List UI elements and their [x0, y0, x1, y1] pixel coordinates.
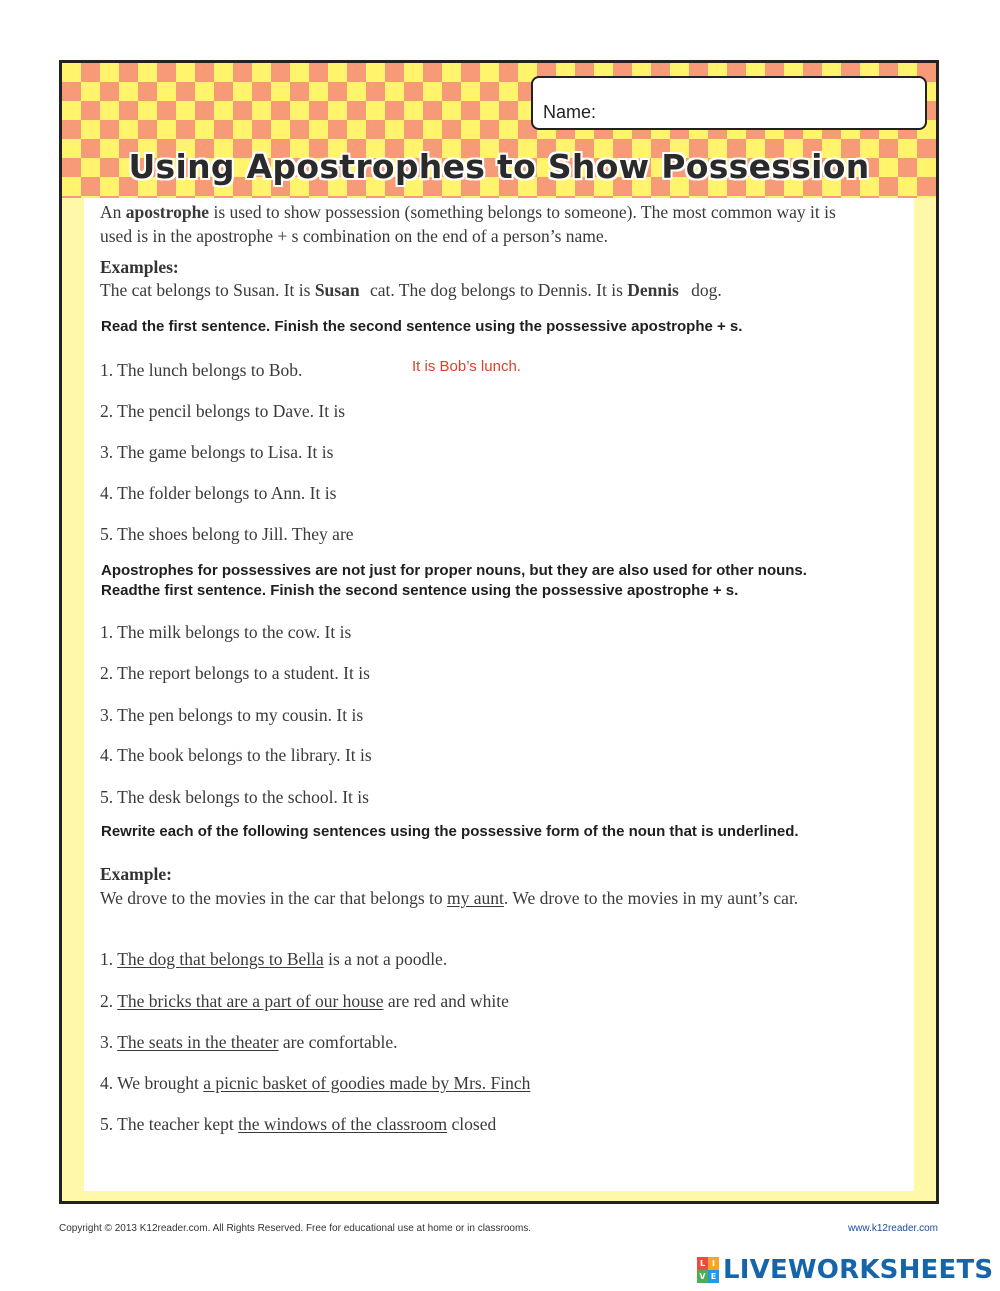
- section1-answer-1[interactable]: It is Bob’s lunch.: [412, 358, 521, 375]
- example-sentence: We drove to the movies in the car that belongs to my aunt. We drove to the movies in my aunt’s car.: [100, 888, 799, 908]
- section2-item: 2. The report belongs to a student. It is: [100, 663, 370, 683]
- intro-line-2: used is in the apostrophe + s combination on the end of a person’s name.: [100, 226, 609, 246]
- name-label: Name:: [543, 102, 597, 122]
- section2-item: 1. The milk belongs to the cow. It is: [100, 622, 352, 642]
- example-heading: Example:: [100, 864, 172, 884]
- liveworksheets-wordmark: LIVEWORKSHEETS: [723, 1255, 994, 1285]
- section1-item: 4. The folder belongs to Ann. It is: [100, 483, 337, 503]
- website-link[interactable]: www.k12reader.com: [847, 1223, 938, 1234]
- section2-instruction-line-2: Readthe first sentence. Finish the second sentence using the possessive apostrophe + s.: [101, 582, 739, 599]
- intro-line-1: An apostrophe is used to show possession (something belongs to someone). The most common way it is: [100, 202, 836, 222]
- apostrophe-term: apostrophe: [125, 202, 210, 222]
- section3-item: 5. The teacher kept the windows of the classroom closed: [100, 1114, 497, 1134]
- section2-item: 3. The pen belongs to my cousin. It is: [100, 705, 364, 725]
- section3-item: 3. The seats in the theater are comfortable.: [100, 1032, 398, 1052]
- section3-item: 4. We brought a picnic basket of goodies made by Mrs. Finch: [100, 1073, 531, 1093]
- section3-item: 2. The bricks that are a part of our house are red and white: [100, 991, 509, 1011]
- section3-instruction: Rewrite each of the following sentences using the possessive form of the noun that is underlined.: [101, 823, 799, 840]
- section1-item: 3. The game belongs to Lisa. It is: [100, 442, 334, 462]
- section3-item: 1. The dog that belongs to Bella is a not a poodle.: [100, 949, 448, 969]
- section1-instruction: Read the first sentence. Finish the second sentence using the possessive apostrophe + s.: [101, 318, 743, 335]
- section2-item: 5. The desk belongs to the school. It is: [100, 787, 369, 807]
- liveworksheets-logo[interactable]: [697, 1255, 993, 1285]
- section1-item: 2. The pencil belongs to Dave. It is: [100, 401, 346, 421]
- section2-instruction-line-1: Apostrophes for possessives are not just for proper nouns, but they are also used for other nouns.: [101, 562, 807, 579]
- name-field[interactable]: [531, 76, 927, 130]
- liveworksheets-badge-icon: L I V E: [697, 1257, 719, 1283]
- section1-item: 5. The shoes belong to Jill. They are: [100, 524, 354, 544]
- section1-item: 1. The lunch belongs to Bob.: [100, 360, 303, 380]
- examples-heading: Examples:: [100, 257, 179, 277]
- worksheet-title: Using Apostrophes to Show Possession: [128, 147, 870, 186]
- section2-item: 4. The book belongs to the library. It is: [100, 745, 372, 765]
- examples-sentence: The cat belongs to Susan. It is Susan cat. The dog belongs to Dennis. It is Dennis dog.: [100, 280, 722, 300]
- copyright-notice: Copyright © 2013 K12reader.com. All Rights Reserved. Free for educational use at home or in classrooms.: [59, 1223, 532, 1234]
